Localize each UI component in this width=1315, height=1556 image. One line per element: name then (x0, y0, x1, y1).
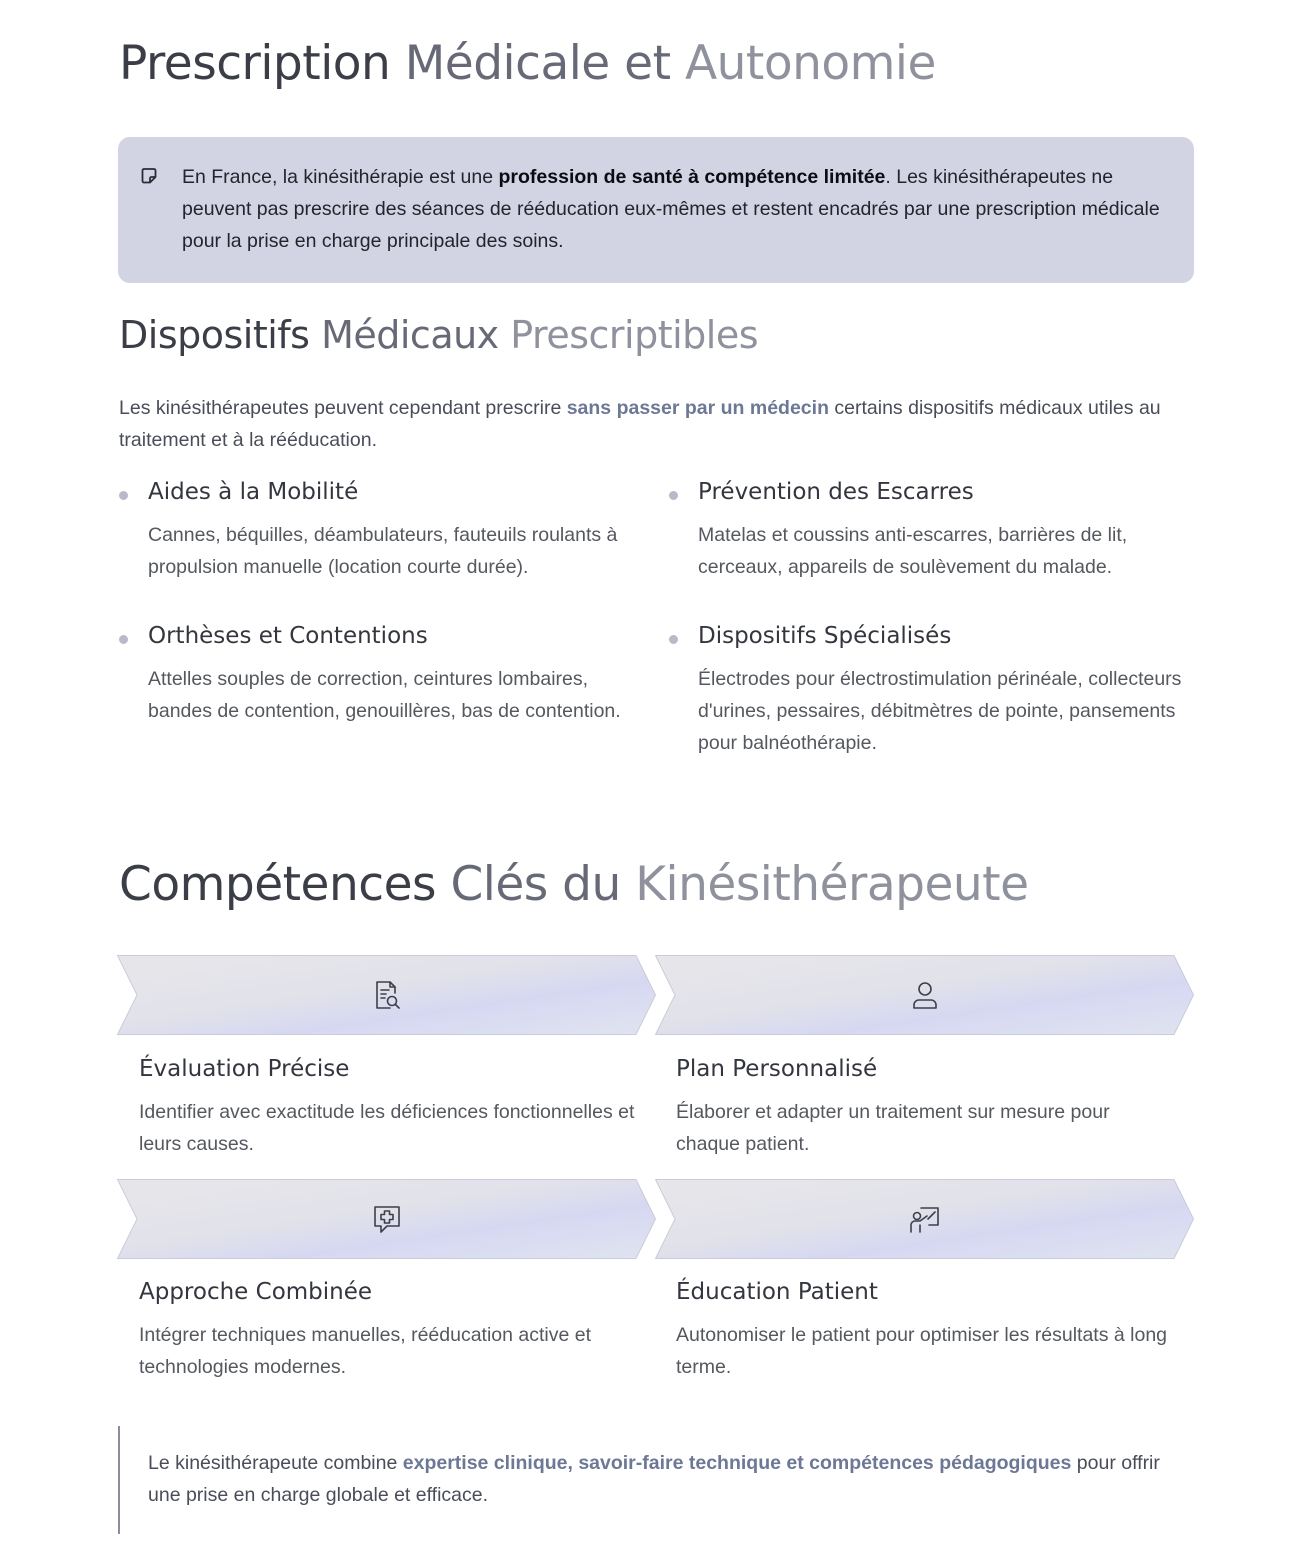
competence-text: Élaborer et adapter un traitement sur mesure pour chaque patient. (676, 1101, 1110, 1155)
competence-title: Évaluation Précise (139, 1056, 350, 1082)
teaching-icon (907, 1201, 943, 1237)
medical-chat-icon (369, 1201, 405, 1237)
device-title: Prévention des Escarres (698, 479, 974, 505)
competence-evaluation (139, 1056, 639, 1160)
device-title: Aides à la Mobilité (148, 479, 359, 505)
title-word-1: Prescription (119, 36, 391, 91)
info-callout (118, 137, 1194, 283)
device-text: Électrodes pour électrostimulation périnéale, collecteurs d'urines, pessaires, débitmètres de pointe, pansements pour balnéothérapie. (698, 668, 1182, 754)
intro-emphasis: sans passer par un médecin (566, 397, 829, 419)
title-word-1: Compétences (119, 857, 436, 912)
title-word-3: Prescriptibles (510, 313, 758, 357)
callout-text: En France, la kinésithérapie est une profession de santé à compétence limitée. Les kinésithérapeutes ne peuvent pas prescrire des séances de rééducation eux-mêmes et restent encadrés par une prescription médicale pour la prise en charge principale des soins. (182, 166, 1160, 252)
device-text: Matelas et coussins anti-escarres, barrières de lit, cerceaux, appareils de soulèvement du malade. (698, 524, 1128, 578)
competence-text: Autonomiser le patient pour optimiser les résultats à long terme. (676, 1324, 1168, 1378)
bullet-icon (669, 491, 678, 500)
title-word-2: Médicale et (404, 36, 671, 91)
note-icon (140, 167, 158, 185)
bullet-icon (119, 635, 128, 644)
competence-education (676, 1279, 1176, 1383)
title-word-2: Médicaux (321, 313, 499, 357)
devices-intro: Les kinésithérapeutes peuvent cependant prescrire sans passer par un médecin certains dispositifs médicaux utiles au traitement et à la rééducation. (119, 397, 1161, 451)
competence-title: Plan Personnalisé (676, 1056, 878, 1082)
competence-text: Identifier avec exactitude les déficiences fonctionnelles et leurs causes. (139, 1101, 635, 1155)
device-text: Attelles souples de correction, ceintures lombaires, bandes de contention, genouillères, bas de contention. (148, 668, 621, 722)
title-word-3: Kinésithérapeute (635, 857, 1029, 912)
title-word-1: Dispositifs (119, 313, 310, 357)
chevron-approche (117, 1179, 656, 1259)
device-title: Dispositifs Spécialisés (698, 623, 952, 649)
competence-title: Approche Combinée (139, 1279, 373, 1305)
competence-plan (676, 1056, 1176, 1160)
competence-title: Éducation Patient (676, 1279, 878, 1305)
document-search-icon (369, 977, 405, 1013)
chevron-plan (655, 955, 1194, 1035)
title-word-2: Clés du (450, 857, 621, 912)
user-icon (907, 977, 943, 1013)
quote-text: Le kinésithérapeute combine expertise clinique, savoir-faire technique et compétences pédagogiques pour offrir une prise en charge globale et efficace. (148, 1452, 1160, 1506)
competence-text: Intégrer techniques manuelles, rééducation active et technologies modernes. (139, 1324, 592, 1378)
competence-approche (139, 1279, 639, 1383)
section-title-devices (119, 313, 758, 357)
chevron-education (655, 1179, 1194, 1259)
callout-emphasis: profession de santé à compétence limitée (498, 166, 886, 188)
device-text: Cannes, béquilles, déambulateurs, fauteuils roulants à propulsion manuelle (location courte durée). (148, 524, 618, 578)
summary-quote (118, 1426, 1194, 1534)
bullet-icon (119, 491, 128, 500)
bullet-icon (669, 635, 678, 644)
title-word-3: Autonomie (684, 36, 936, 91)
section-title-competences (119, 857, 1029, 912)
device-title: Orthèses et Contentions (148, 623, 428, 649)
chevron-evaluation (117, 955, 656, 1035)
quote-emphasis: expertise clinique, savoir-faire technique et compétences pédagogiques (402, 1452, 1072, 1474)
page-title (119, 36, 936, 91)
